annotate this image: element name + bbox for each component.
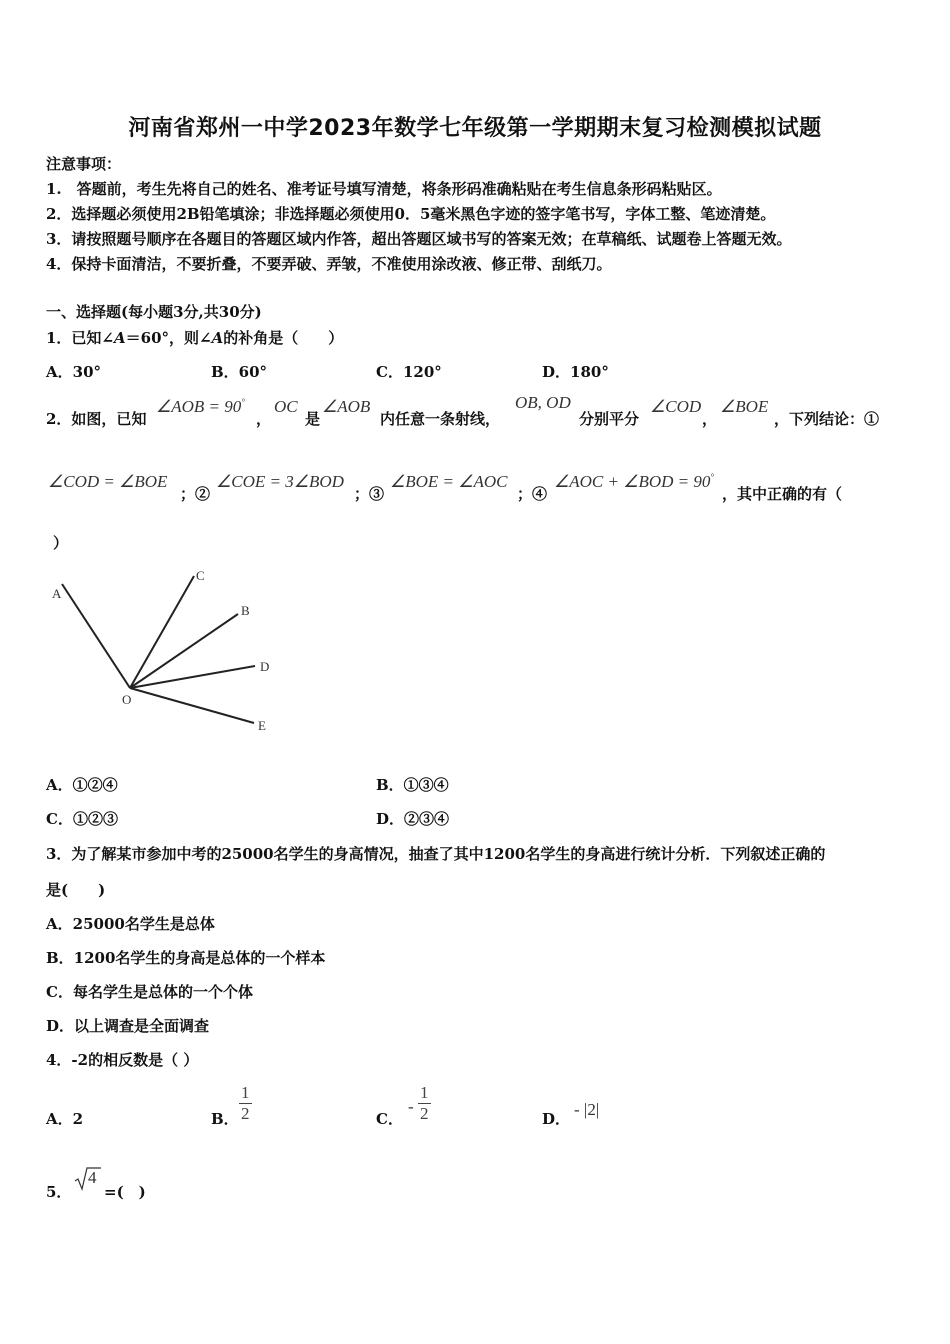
section-heading: 一、选择题(每小题3分,共30分) <box>46 303 262 321</box>
label-e: E <box>258 718 266 733</box>
question-5-label: 5． <box>46 1183 72 1201</box>
q4-option-c: C． <box>376 1110 403 1128</box>
q2-conclusion-4: ∠AOC + ∠BOD = 90° <box>554 472 714 491</box>
fraction-one-half: $\frac{1}{2}$ <box>241 1083 250 1123</box>
q3-option-b: B．1200名学生的身高是总体的一个样本 <box>46 949 326 967</box>
notice-item: 1. 答题前，考生先将自己的姓名、准考证号填写清楚，将条形码准确粘贴在考生信息条形码粘贴区。 <box>46 180 722 198</box>
q2-text: 是 <box>305 410 321 428</box>
question-3-stem: 3．为了解某市参加中考的25000名学生的身高情况，抽查了其中1200名学生的身高进行统计分析．下列叙述正确的 <box>46 845 826 863</box>
q2-text: ，下列结论：① <box>774 410 880 428</box>
q2-conclusion-3: ∠BOE = ∠AOC <box>390 472 508 491</box>
notice-heading: 注意事项： <box>46 155 122 173</box>
question-1-stem: 1．已知∠A＝60°，则∠A的补角是（ ） <box>46 329 344 347</box>
ray-oa <box>62 584 130 688</box>
q2-text: ， <box>702 410 718 428</box>
q2-option-b: B．①③④ <box>376 776 449 794</box>
ray-oe <box>130 688 254 723</box>
label-b: B <box>241 603 250 618</box>
q2-math: ∠AOB <box>322 397 371 416</box>
q1-option-b: B．60° <box>211 363 268 381</box>
label-c: C <box>196 568 205 583</box>
q2-text: ；③ <box>354 485 385 503</box>
label-d: D <box>260 659 270 674</box>
notice-item: 3．请按照题号顺序在各题目的答题区域内作答，超出答题区域书写的答案无效；在草稿纸、试题卷上答题无效。 <box>46 230 792 248</box>
question-4-stem: 4．-2的相反数是（ ） <box>46 1051 199 1069</box>
q3-option-a: A．25000名学生是总体 <box>46 915 215 933</box>
q2-conclusion-2: ∠COE = 3∠BOD <box>216 472 344 491</box>
notice-item: 4．保持卡面清洁，不要折叠，不要弄破、弄皱，不准使用涂改液、修正带、刮纸刀。 <box>46 255 612 273</box>
minus-sign: - <box>408 1097 414 1116</box>
ray-od <box>130 666 255 688</box>
ray-oc <box>130 576 194 688</box>
q2-text: ， <box>256 410 272 428</box>
q2-option-a: A．①②④ <box>46 776 118 794</box>
ray-ob <box>130 614 238 688</box>
q2-text: ，其中正确的有（ <box>722 485 843 503</box>
q2-math: ∠BOE <box>720 397 769 416</box>
q1-option-a: A．30° <box>46 363 102 381</box>
q1-option-c: C．120° <box>376 363 442 381</box>
q4-option-a: A．2 <box>46 1110 84 1128</box>
q2-text: ） <box>53 534 69 552</box>
q2-math: OB, OD <box>515 393 571 412</box>
label-a: A <box>52 586 62 601</box>
question-3-stem: 是( ) <box>46 881 106 899</box>
fraction-one-half: $\frac{1}{2}$ <box>420 1083 429 1123</box>
q2-math: ∠AOB = 90° <box>156 397 245 416</box>
q2-conclusion-1: ∠COD = ∠BOE <box>48 472 168 491</box>
notice-item: 2．选择题必须使用2B铅笔填涂；非选择题必须使用0．5毫米黑色字迹的签字笔书写，字体工整、笔迹清楚。 <box>46 205 776 223</box>
q2-math: ∠COD <box>650 397 702 416</box>
q3-option-c: C．每名学生是总体的一个个体 <box>46 983 253 1001</box>
angle-figure <box>40 562 290 742</box>
q2-math: OC <box>274 397 298 416</box>
page-title: 河南省郑州一中学2023年数学七年级第一学期期末复习检测模拟试题 <box>128 116 822 141</box>
q4-option-b: B． <box>211 1110 239 1128</box>
q2-option-d: D．②③④ <box>376 810 450 828</box>
q2-text: 2．如图，已知 <box>46 410 147 428</box>
label-o: O <box>122 692 132 707</box>
negative-absolute-value: - |2| <box>574 1100 600 1119</box>
q2-text: 分别平分 <box>579 410 640 428</box>
q2-text: 内任意一条射线， <box>380 410 501 428</box>
exam-page: 河南省郑州一中学2023年数学七年级第一学期期末复习检测模拟试题 注意事项： 1. 答题前，考生先将自己的姓名、准考证号填写清楚，将条形码准确粘贴在考生信息条形码粘贴区。 2．选择题必须使用2B铅笔填涂；非选择题必须使用0．5毫米黑色字迹的签字笔书写，字体工整、笔迹清楚。 3．请按照题号顺序在各题目的答题区域内作答，超出答题区域书写的答案无效；在草稿纸、试题卷上答题无效。 4．保持卡面清洁，不要折叠，不要弄破、弄皱，不准使用涂改液、修正带、刮纸刀。 一、选择题(每小题3分,共30分) 1．已知∠A＝60°，则∠A的补角是（ ） A．30° B．60° C．120° D．180° 2．如图，已知 ∠AOB = 90° ， OC 是 ∠AOB 内任意一条射线， OB, OD 分别平分 ∠COD ， ∠BOE ，下列结论：① ∠COD = ∠BOE ；② ∠COE = 3∠BOD ；③ ∠BOE = ∠AOC ；④ ∠AOC + ∠BOD = 90° ，其中正确的有（ ） A C B D E O A．①②④ B．①③④ C．①②③ D．②③④ 3．为了解某市参加中考的25000名学生的身高情况，抽查了其中1200名学生的身高进行统计分析．下列叙述正确的 是( ) A．25000名学生是总体 B．1200名学生的身高是总体的一个样本 C．每名学生是总体的一个个体 D．以上调查是全面调查 4．-2的相反数是（ ） A．2 B． $\frac{1}{2}$ C． - $\frac{1}{2}$ D． - |2| 5． 4 =( ) <box>0 0 950 1344</box>
q3-option-d: D．以上调查是全面调查 <box>46 1017 210 1035</box>
q2-text: ；② <box>180 485 211 503</box>
question-5-tail: =( ) <box>104 1183 146 1201</box>
q4-option-d: D． <box>542 1110 571 1128</box>
q2-text: ；④ <box>517 485 548 503</box>
q2-option-c: C．①②③ <box>46 810 118 828</box>
q1-option-d: D．180° <box>542 363 609 381</box>
